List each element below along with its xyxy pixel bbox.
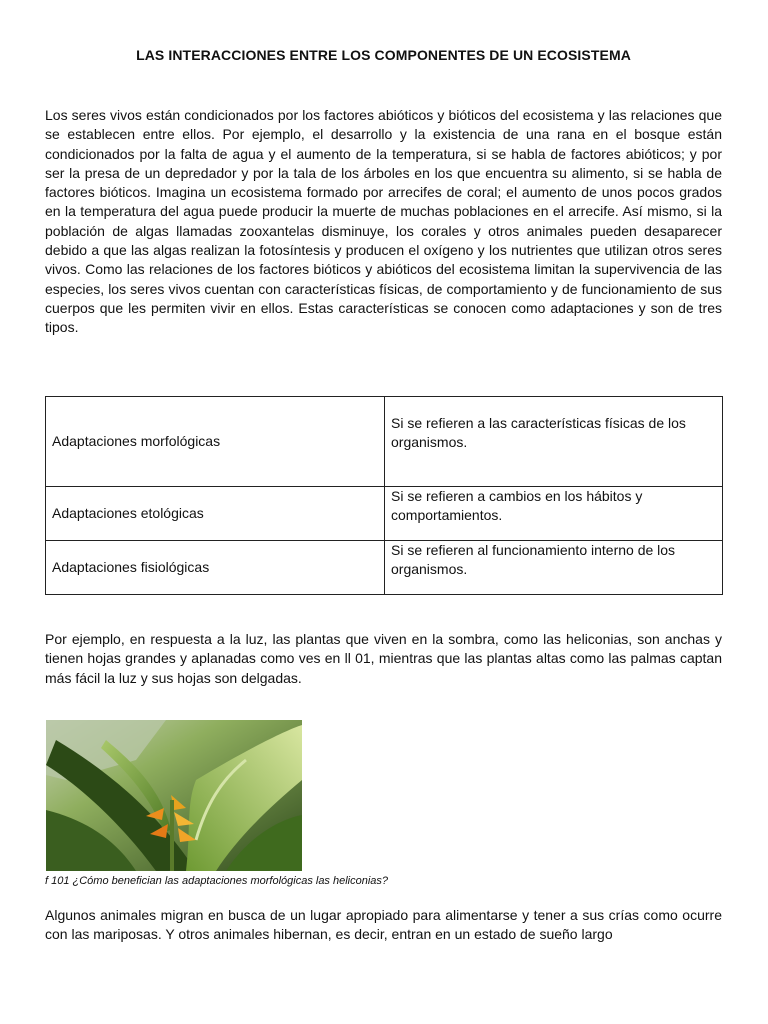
page-title: LAS INTERACCIONES ENTRE LOS COMPONENTES DE UN ECOSISTEMA [136, 47, 631, 63]
example-paragraph: Por ejemplo, en respuesta a la luz, las plantas que viven en la sombra, como las heliconias, son anchas y tienen hojas grandes y aplanadas como ves en ll 01, mientras que las plantas altas como las palmas captan más fácil la luz y sus hojas son delgadas. [45, 631, 722, 686]
adaptation-description-cell: Si se refieren a cambios en los hábitos y comportamientos. [385, 487, 723, 541]
intro-paragraph: Los seres vivos están condicionados por los factores abióticos y bióticos del ecosistema y las relaciones que se establecen entre ellos. Por ejemplo, el desarrollo y la existencia de una rana en el bosque están condicionados por la falta de agua y el aumento de la temperatura, si se habla de factores abióticos; y por ser la presa de un depredador y por la tala de los árboles en los que encuentra su alimento, si se habla de factores bióticos. Imagina un ecosistema formado por arrecifes de coral; el aumento de unos pocos grados en la temperatura del agua puede producir la muerte de muchas poblaciones en el arrecife. Así mismo, si la población de algas llamadas zooxantelas disminuye, los corales y otros animales pueden desaparecer debido a que las algas realizan la fotosíntesis y producen el oxígeno y los nutrientes que utilizan otros seres vivos. Como las relaciones de los factores bióticos y abióticos del ecosistema limitan la supervivencia de las especies, los seres vivos cuentan con características físicas, de comportamiento y de funcionamiento de sus cuerpos que les permiten vivir en ellos. Estas características se conocen como adaptaciones y son de tres tipos. [45, 107, 722, 336]
table-row [46, 397, 723, 487]
heliconia-photo [46, 720, 302, 871]
adaptation-description-cell: Si se refieren al funcionamiento interno de los organismos. [385, 541, 723, 595]
figure-caption: f 101 ¿Cómo benefician las adaptaciones morfológicas las heliconias? [45, 875, 389, 887]
adaptation-description-cell: Si se refieren a las características físicas de los organismos. [385, 397, 723, 487]
table-row [46, 487, 723, 541]
heliconia-illustration [46, 720, 302, 871]
table-row [46, 541, 723, 595]
closing-paragraph: Algunos animales migran en busca de un lugar apropiado para alimentarse y tener a sus crías como ocurre con las mariposas. Y otros animales hibernan, es decir, entran en un estado de sueño largo [45, 907, 722, 943]
adaptation-type-cell: Adaptaciones fisiológicas [46, 541, 385, 595]
adaptation-type-cell: Adaptaciones morfológicas [46, 397, 385, 487]
adaptations-table [45, 396, 723, 595]
adaptation-type-cell: Adaptaciones etológicas [46, 487, 385, 541]
